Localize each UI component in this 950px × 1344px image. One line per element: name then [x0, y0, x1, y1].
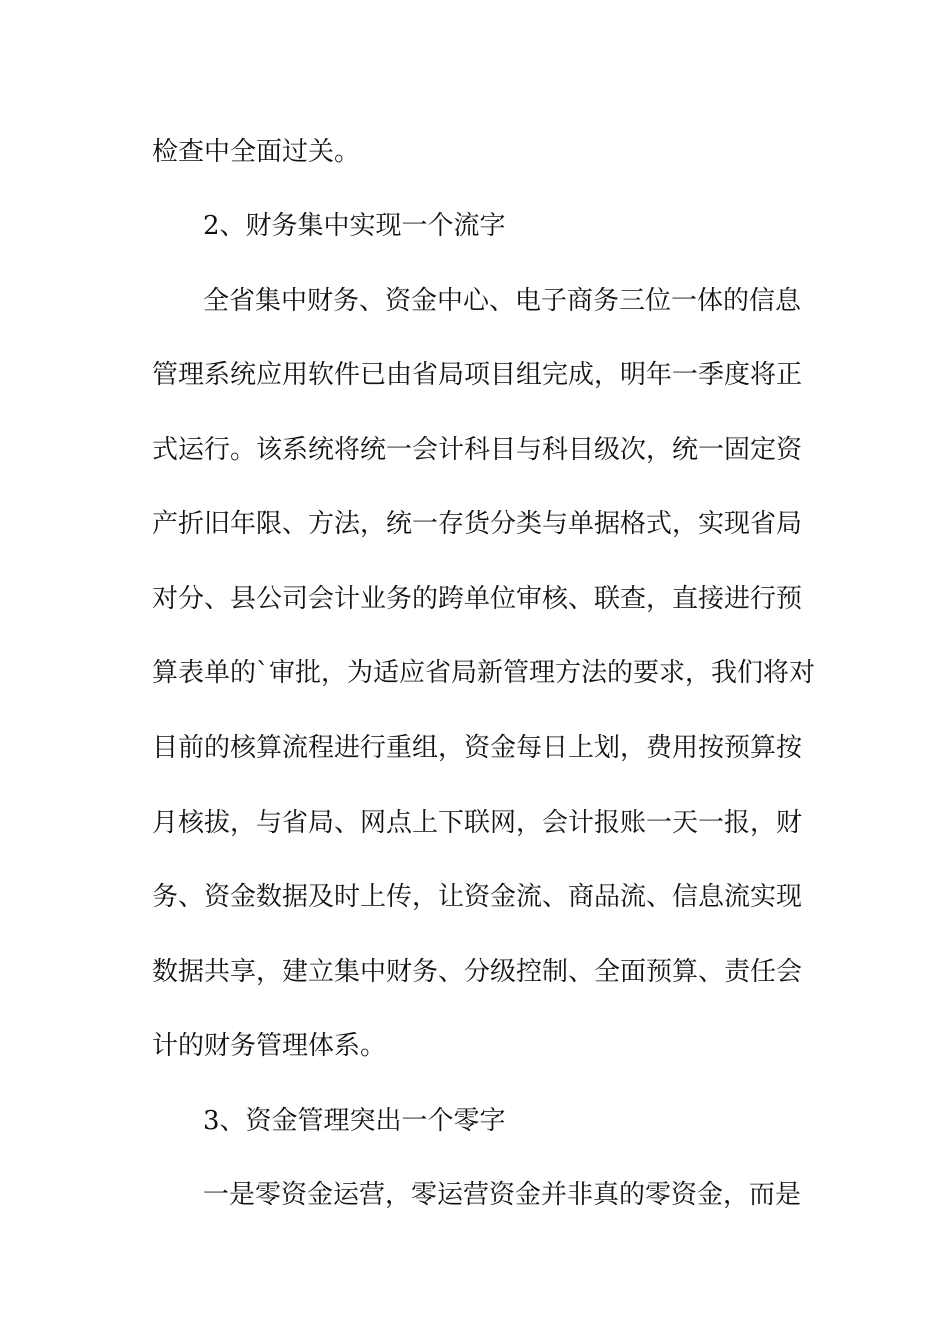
paragraph-line: 数据共享，建立集中财务、分级控制、全面预算、责任会 — [152, 957, 803, 987]
paragraph-line: 算表单的`审批，为适应省局新管理方法的要求，我们将对 — [152, 658, 816, 688]
paragraph-line: 一是零资金运营，零运营资金并非真的零资金，而是 — [203, 1180, 802, 1210]
section-heading: 2、财务集中实现一个流字 — [203, 211, 506, 241]
section-heading: 3、资金管理突出一个零字 — [203, 1106, 506, 1136]
paragraph-line: 月核拔，与省局、网点上下联网，会计报账一天一报，财 — [152, 808, 803, 838]
paragraph-line: 对分、县公司会计业务的跨单位审核、联查，直接进行预 — [152, 584, 803, 614]
paragraph-line: 式运行。该系统将统一会计科目与科目级次，统一固定资 — [152, 435, 803, 465]
paragraph-line: 产折旧年限、方法，统一存货分类与单据格式，实现省局 — [152, 509, 803, 539]
paragraph-line: 全省集中财务、资金中心、电子商务三位一体的信息 — [203, 286, 802, 316]
paragraph-line: 计的财务管理体系。 — [152, 1031, 387, 1061]
paragraph-line: 务、资金数据及时上传，让资金流、商品流、信息流实现 — [152, 882, 803, 912]
paragraph-line: 目前的核算流程进行重组，资金每日上划，费用按预算按 — [152, 733, 803, 763]
paragraph-line: 检查中全面过关。 — [152, 137, 361, 167]
paragraph-line: 管理系统应用软件已由省局项目组完成，明年一季度将正 — [152, 360, 803, 390]
